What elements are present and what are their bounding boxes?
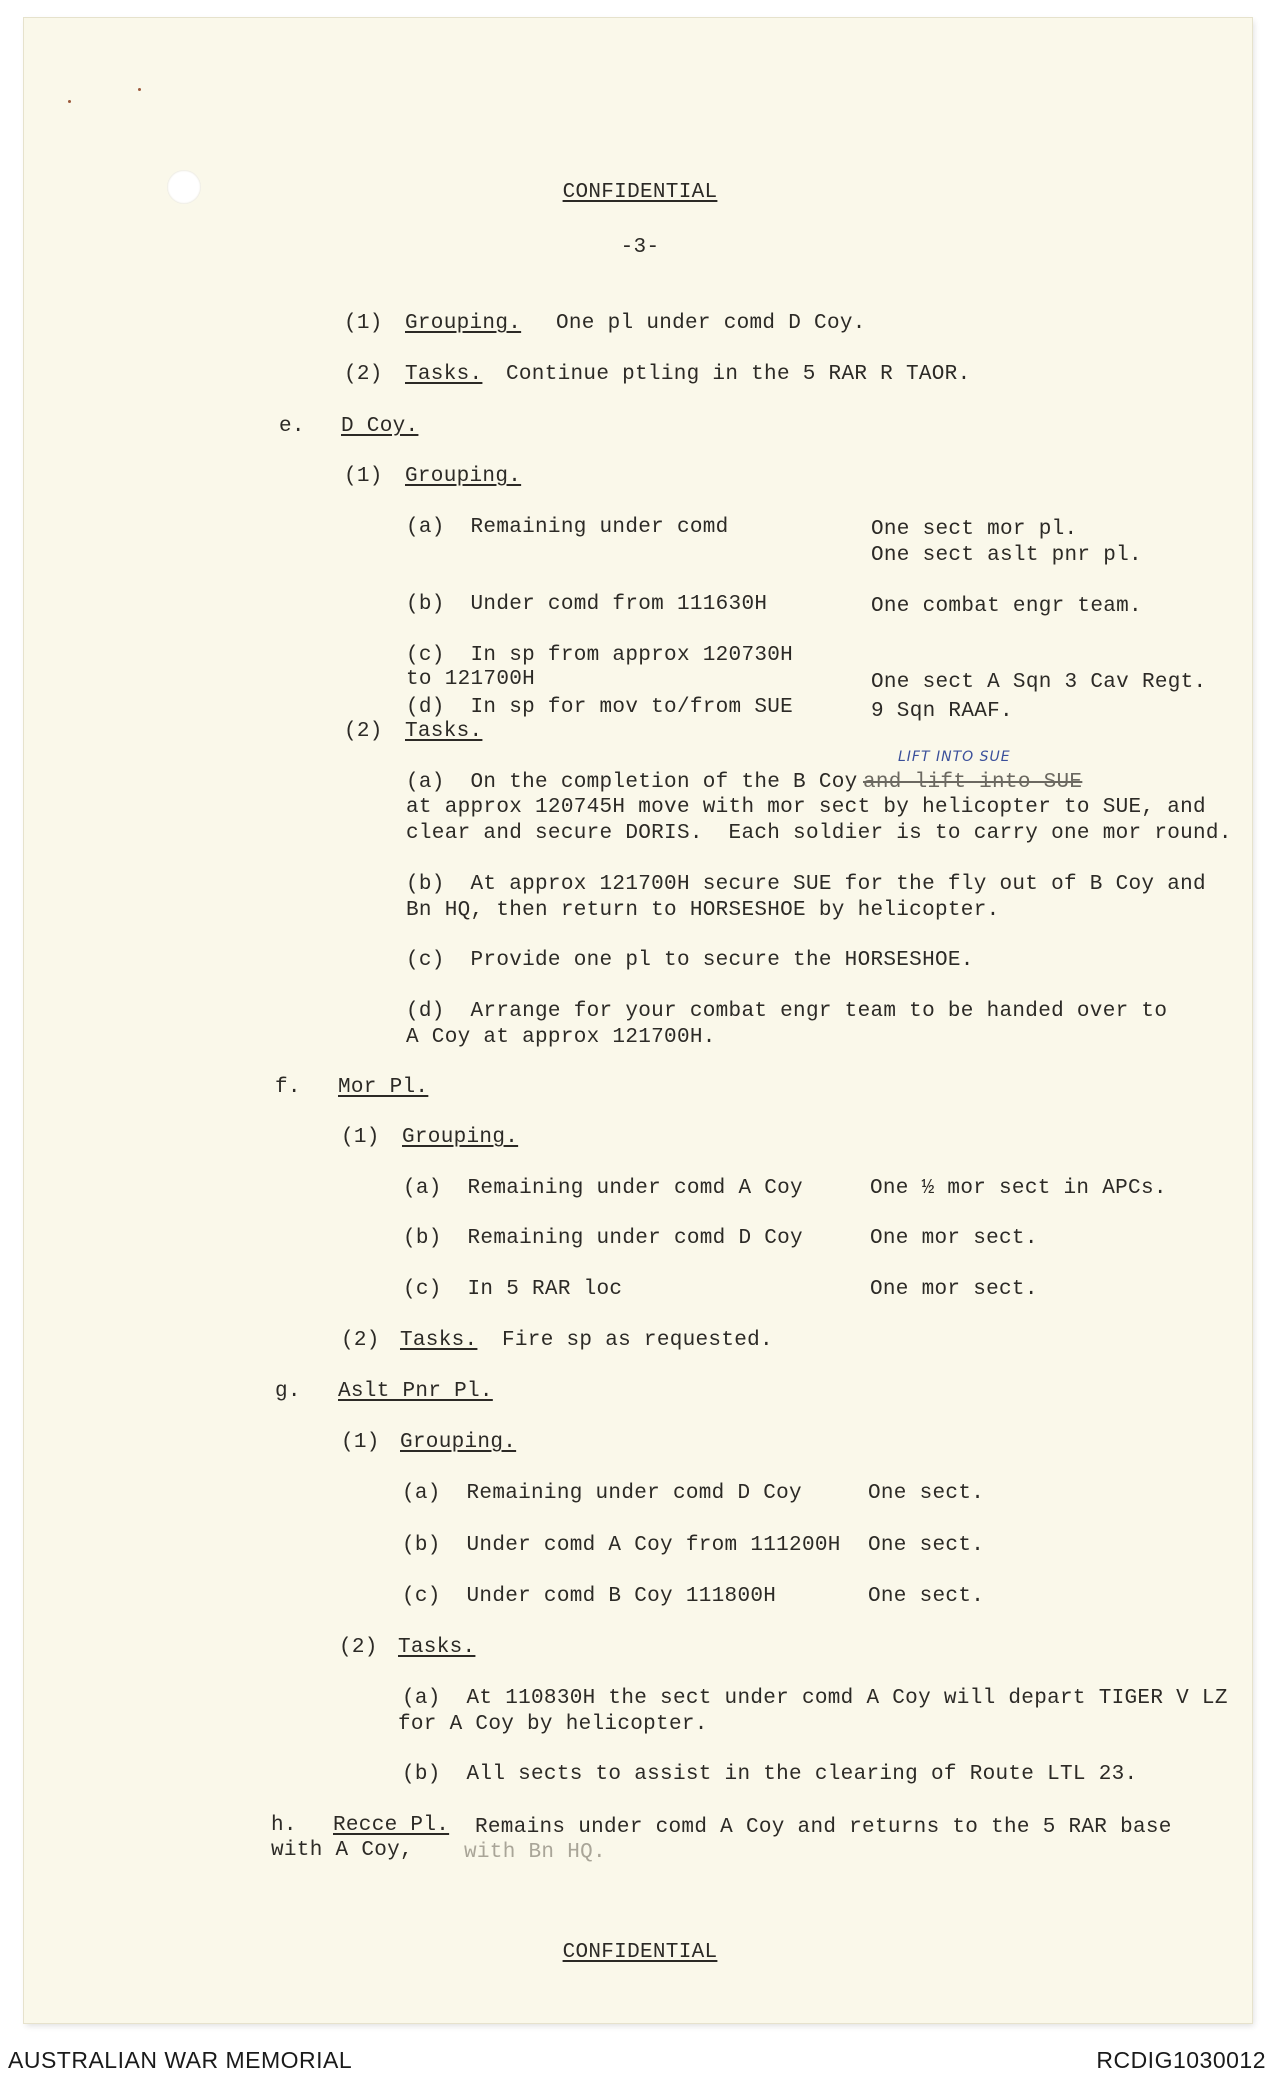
archive-id: RCDIG1030012 (1096, 2047, 1266, 2073)
task-line: (b) All sects to assist in the clearing of Route LTL 23. (402, 1763, 1138, 1786)
grouping-row-label-cont: to 121700H (406, 668, 536, 691)
task-line: (a) At 110830H the sect under comd A Coy will depart TIGER V LZ (402, 1687, 1228, 1710)
task-line: at approx 120745H move with mor sect by helicopter to SUE, and (406, 796, 1206, 819)
paper-speck (68, 100, 71, 103)
para-num: (2) (344, 720, 383, 743)
section-letter: g. (275, 1380, 301, 1403)
para-num: (1) (344, 465, 383, 488)
para-num: (2) (341, 1329, 380, 1352)
tasks-text: Continue ptling in the 5 RAR R TAOR. (506, 363, 971, 386)
grouping-row-label: (b) Remaining under comd D Coy (403, 1227, 803, 1250)
para-num: (2) (344, 363, 383, 386)
grouping-row-value: One sect A Sqn 3 Cav Regt. (871, 671, 1207, 694)
grouping-row-value: One sect. (868, 1534, 985, 1557)
grouping-heading: Grouping. (405, 465, 522, 488)
section-title-mor-pl: Mor Pl. (338, 1076, 429, 1099)
tasks-heading: Tasks. (405, 363, 483, 386)
grouping-row-value: One sect mor pl. (871, 518, 1078, 541)
page-number: -3- (620, 236, 660, 259)
grouping-row-label: (c) Under comd B Coy 111800H (402, 1585, 777, 1608)
grouping-row-value: One mor sect. (870, 1227, 1038, 1250)
section-title-d-coy: D Coy. (341, 415, 419, 438)
grouping-row-label: (a) Remaining under comd (406, 516, 729, 539)
grouping-row-value: 9 Sqn RAAF. (871, 700, 1013, 723)
tasks-heading: Tasks. (398, 1636, 476, 1659)
grouping-row-value: One combat engr team. (871, 595, 1142, 618)
tasks-heading: Tasks. (400, 1329, 478, 1352)
grouping-row-label: (a) Remaining under comd A Coy (403, 1177, 803, 1200)
section-text: Remains under comd A Coy and returns to the 5 RAR base (475, 1816, 1172, 1839)
grouping-text: One pl under comd D Coy. (556, 312, 866, 335)
grouping-heading: Grouping. (402, 1126, 519, 1149)
section-title-recce-pl: Recce Pl. (333, 1814, 450, 1837)
para-num: (1) (341, 1431, 380, 1454)
grouping-row-label: (b) Under comd A Coy from 111200H (402, 1534, 841, 1557)
classification-footer: CONFIDENTIAL (562, 1941, 718, 1964)
task-line: A Coy at approx 121700H. (406, 1026, 716, 1049)
task-line: (d) Arrange for your combat engr team to be handed over to (406, 1000, 1168, 1023)
para-num: (1) (344, 312, 383, 335)
grouping-row-value: One sect. (868, 1585, 985, 1608)
section-letter: h. (271, 1814, 297, 1837)
grouping-row-label: (b) Under comd from 111630H (406, 593, 768, 616)
tasks-text: Fire sp as requested. (502, 1329, 773, 1352)
tasks-heading: Tasks. (405, 720, 483, 743)
faint-text: with Bn HQ. (464, 1841, 606, 1864)
task-line: (b) At approx 121700H secure SUE for the fly out of B Coy and (406, 873, 1206, 896)
task-line: clear and secure DORIS. Each soldier is to carry one mor round. (406, 822, 1232, 845)
grouping-row-label: (c) In 5 RAR loc (403, 1278, 623, 1301)
task-line: (c) Provide one pl to secure the HORSESHOE. (406, 949, 974, 972)
para-num: (2) (339, 1636, 378, 1659)
section-letter: e. (279, 415, 305, 438)
section-text: with A Coy, (271, 1839, 413, 1862)
grouping-heading: Grouping. (405, 312, 522, 335)
task-line: for A Coy by helicopter. (398, 1713, 708, 1736)
grouping-row-value: One mor sect. (870, 1278, 1038, 1301)
section-title-aslt-pnr-pl: Aslt Pnr Pl. (338, 1380, 493, 1403)
grouping-row-label: (d) In sp for mov to/from SUE (406, 696, 794, 719)
grouping-row-value: One sect aslt pnr pl. (871, 544, 1142, 567)
grouping-row-value: One sect. (868, 1482, 985, 1505)
archive-name: AUSTRALIAN WAR MEMORIAL (8, 2047, 353, 2073)
task-line: Bn HQ, then return to HORSESHOE by helicopter. (406, 899, 1000, 922)
task-line: (a) On the completion of the B Coy (406, 771, 858, 794)
grouping-row-label: (a) Remaining under comd D Coy (402, 1482, 802, 1505)
grouping-heading: Grouping. (400, 1431, 517, 1454)
classification-header: CONFIDENTIAL (562, 181, 718, 204)
grouping-row-value: One ½ mor sect in APCs. (870, 1177, 1167, 1200)
para-num: (1) (341, 1126, 380, 1149)
grouping-row-label: (c) In sp from approx 120730H (406, 644, 794, 667)
handwritten-annotation: LIFT INTO SUE (898, 749, 1011, 765)
paper-speck (138, 88, 141, 91)
section-letter: f. (275, 1076, 301, 1099)
struck-text: and lift into SUE (863, 771, 1083, 794)
